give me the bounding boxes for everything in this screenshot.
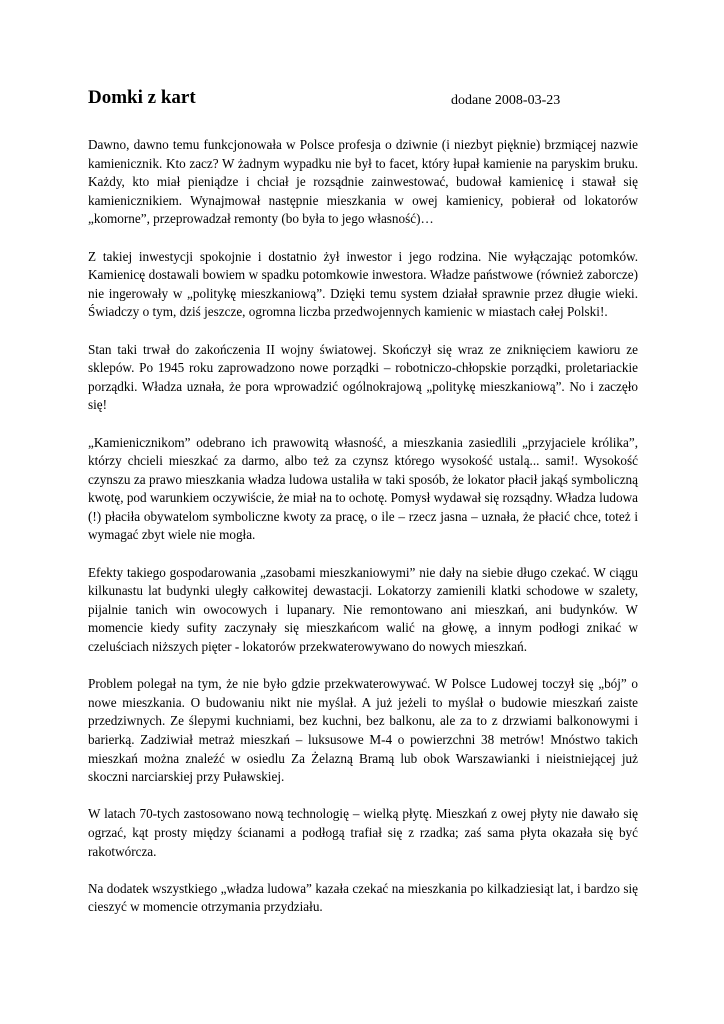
paragraph-1: Dawno, dawno temu funkcjonowała w Polsce profesja o dziwnie (i niezbyt pięknie) brzmiącej nazwie kamienicznik. Kto zacz? W żadnym wypadku nie był to facet, który łupał kamienie na paryskim bruku. Każdy, kto miał pieniądze i chciał je rozsądnie zainwestować, budował kamienicę i stawał się kamienicznikiem. Wynajmował następnie mieszkania w owej kamienicy, pobierał od lokatorów „komorne”, przeprowadzał remonty (bo była to jego własność)… <box>88 137 638 227</box>
document-page <box>88 86 638 917</box>
paragraph-2: Z takiej inwestycji spokojnie i dostatnio żył inwestor i jego rodzina. Nie wyłączając potomków. Kamienicę dostawali bowiem w spadku potomkowie inwestora. Władze państwowe (również zaborcze) nie ingerowały w „politykę mieszkaniową”. Dzięki temu system działał sprawnie przez długie wieki. Świadczy o tym, dziś jeszcze, ogromna liczba przedwojennych kamienic w miastach całej Polski!. <box>88 248 638 320</box>
paragraph-5: Efekty takiego gospodarowania „zasobami mieszkaniowymi” nie dały na siebie długo czekać. W ciągu kilkunastu lat budynki uległy całkowitej dewastacji. Lokatorzy zamienili klatki schodowe w szalety, pijalnie tanich win owocowych i lupanary. Nie remontowano ani mieszkań, ani budynków. W momencie kiedy sufity zaczynały się mieszkańcom walić na głowę, a innym podłogi znikać w czeluściach niższych pięter - lokatorów przekwaterowywano do nowych mieszkań. <box>88 564 638 655</box>
document-title: Domki z kart <box>88 87 196 108</box>
paragraph-4: „Kamienicznikom” odebrano ich prawowitą własność, a mieszkania zasiedlili „przyjaciele królika”, którzy chcieli mieszkać za darmo, albo też za czynsz którego wysokość ustalą... sami!. Wysokość czynszu za prawo mieszkania władza ludowa ustaliła w taki sposób, że lokator płacił jakąś symboliczną kwotę, pod warunkiem oczywiście, że miał na to ochotę. Pomysł wydawał się rozsądny. Władza ludowa (!) płaciła obywatelom symboliczne kwoty za pracę, o ile – rzecz jasna – uznała, że płacić chce, toteż i wymagać zbyt wiele nie mogła. <box>88 434 638 543</box>
publication-date: dodane 2008-03-23 <box>451 93 561 108</box>
document-header <box>88 86 638 116</box>
paragraph-3: Stan taki trwał do zakończenia II wojny światowej. Skończył się wraz ze zniknięciem kawioru ze sklepów. Po 1945 roku zaprowadzono nowe porządki – robotniczo-chłopskie porządki, proletariackie porządki. Władza uznała, że pora wprowadzić ogólnokrajową „politykę mieszkaniową”. No i zaczęło się! <box>88 341 638 413</box>
article-body <box>88 136 638 917</box>
paragraph-7: W latach 70-tych zastosowano nową technologię – wielką płytę. Mieszkań z owej płyty nie dawało się ogrzać, kąt prosty między ścianami a podłogą trafiał się z rzadka; zaś sama płyta okazała się być rakotwórcza. <box>88 806 638 859</box>
paragraph-8: Na dodatek wszystkiego „władza ludowa” kazała czekać na mieszkania po kilkadziesiąt lat, i bardzo się cieszyć w momencie otrzymania przydziału. <box>88 880 638 915</box>
paragraph-6: Problem polegał na tym, że nie było gdzie przekwaterowywać. W Polsce Ludowej toczył się „bój” o nowe mieszkania. O budowaniu nikt nie myślał. A już jeżeli to myślał o budowie mieszkań zaiste przedziwnych. Ze ślepymi kuchniami, bez kuchni, bez balkonu, ale za to z drzwiami balkonowymi i barierką. Zadziwiał metraż mieszkań – luksusowe M-4 o powierzchni 38 metrów! Mnóstwo takich mieszkań można znaleźć w osiedlu Za Żelazną Bramą lub obok Warszawianki i nieistniejącej już skoczni narciarskiej przy Puławskiej. <box>88 676 638 785</box>
